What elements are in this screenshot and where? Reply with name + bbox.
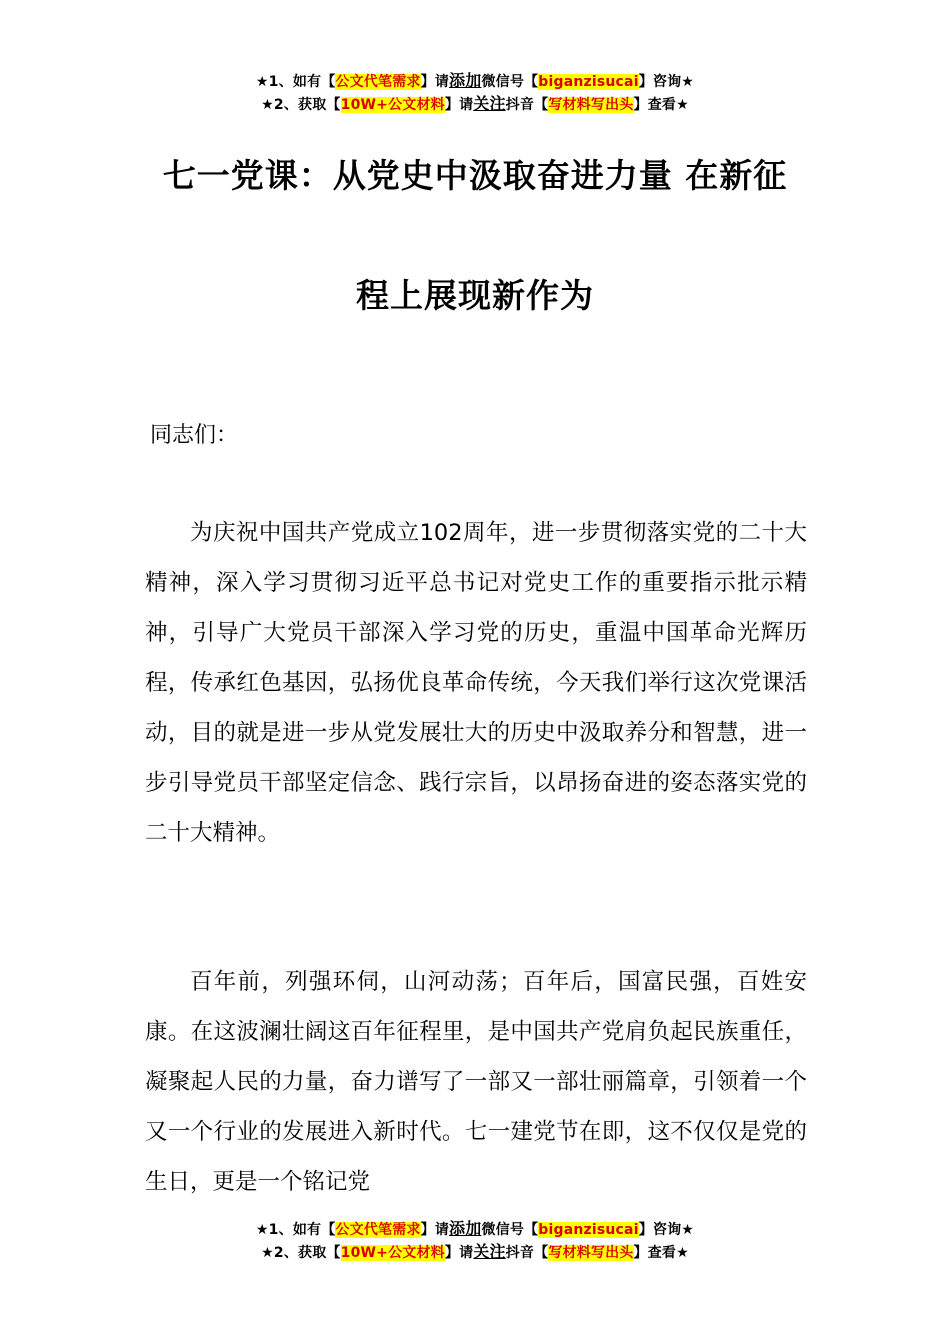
header-banner — [0, 70, 950, 116]
highlight-materials: 10W+公文材料 — [340, 97, 445, 113]
banner-text: 】查看★ — [633, 1245, 689, 1261]
banner-text: ★2、获取【 — [261, 97, 341, 113]
banner-text: 】请 — [444, 1245, 474, 1261]
footer-banner — [0, 1218, 950, 1264]
banner-text: ★1、如有【 — [255, 1222, 336, 1238]
banner-text: 】查看★ — [633, 97, 689, 113]
highlight-materials: 10W+公文材料 — [340, 1245, 445, 1261]
banner-text: 微信号【 — [481, 74, 539, 90]
banner-text: 】请 — [420, 1222, 450, 1238]
banner-emphasis: 添加 — [449, 1219, 482, 1238]
banner-text: ★1、如有【 — [255, 74, 336, 90]
banner-emphasis: 关注 — [473, 1242, 506, 1261]
banner-text: 】请 — [444, 97, 474, 113]
banner-text: 抖音【 — [505, 97, 549, 113]
banner-text: 】咨询★ — [638, 1222, 695, 1238]
body-paragraph: 百年前，列强环伺，山河动荡；百年后，国富民强，百姓安康。在这波澜壮阔这百年征程里，是中国共产党肩负起民族重任，凝聚起人民的力量，奋力谱写了一部又一部壮丽篇章，引领着一个又一个行业的发展进入新时代。七一建党节在即，这不仅仅是党的生日，更是一个铭记党 — [145, 969, 807, 1195]
highlight-douyin-account: 写材料写出头 — [548, 97, 634, 113]
salutation: 同志们： — [150, 423, 239, 448]
banner-text: 微信号【 — [481, 1222, 539, 1238]
banner-emphasis: 添加 — [449, 71, 482, 90]
body-paragraph: 为庆祝中国共产党成立102周年，进一步贯彻落实党的二十大精神，深入学习贯彻习近平总书记对党史工作的重要指示批示精神，引导广大党员干部深入学习党的历史，重温中国革命光辉历程，传承红色基因，弘扬优良革命传统，今天我们举行这次党课活动，目的就是进一步从党发展壮大的历史中汲取养分和智慧，进一步引导党员干部坚定信念、践行宗旨，以昂扬奋进的姿态落实党的二十大精神。 — [145, 520, 807, 846]
banner-text: ★2、获取【 — [261, 1245, 341, 1261]
banner-line-2 — [0, 93, 950, 116]
banner-text: 】咨询★ — [638, 74, 695, 90]
highlight-wechat-id: biganzisucai — [538, 74, 639, 90]
document-title-line-2: 程上展现新作为 — [356, 276, 594, 315]
banner-text: 】请 — [420, 74, 450, 90]
highlight-service: 公文代笔需求 — [335, 74, 421, 90]
banner-line-1 — [0, 70, 950, 93]
document-title-line-1: 七一党课：从党史中汲取奋进力量 在新征 — [162, 156, 788, 195]
banner-line-1 — [0, 1218, 950, 1241]
banner-emphasis: 关注 — [473, 94, 506, 113]
highlight-wechat-id: biganzisucai — [538, 1222, 639, 1238]
banner-line-2 — [0, 1241, 950, 1264]
banner-text: 抖音【 — [505, 1245, 549, 1261]
highlight-douyin-account: 写材料写出头 — [548, 1245, 634, 1261]
highlight-service: 公文代笔需求 — [335, 1222, 421, 1238]
